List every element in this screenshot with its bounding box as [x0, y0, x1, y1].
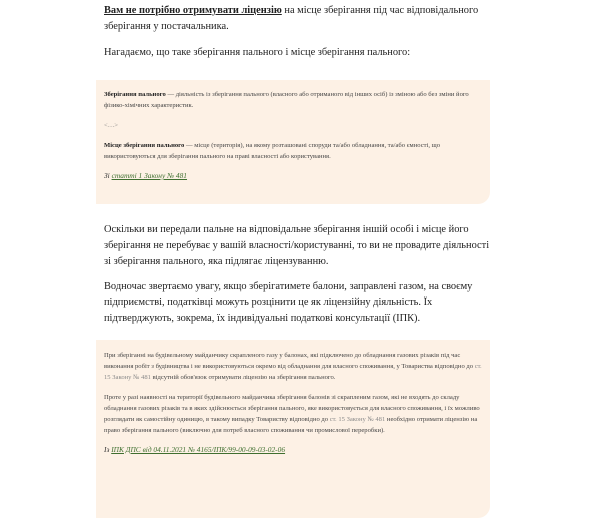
definition-quote-box	[96, 80, 490, 204]
license-not-needed-emphasis: Вам не потрібно отримувати ліцензію	[104, 5, 282, 16]
ipk-quote-paragraph-2	[104, 392, 482, 436]
intro-paragraph-2: Нагадаємо, що таке зберігання пального і місце зберігання пального:	[104, 47, 411, 58]
quote-ellipsis: <…>	[104, 122, 119, 129]
explanation-section	[104, 222, 492, 327]
definition-storage-place-text: — місце (територія), на якому розташовані споруди та/або обладнання, та/або ємності, що використовуються для зберігання пального на праві власності або користування.	[104, 142, 441, 160]
term-fuel-storage: Зберігання пального	[104, 91, 166, 98]
ipk-quote-source	[104, 444, 482, 455]
term-storage-place: Місце зберігання пального	[104, 142, 185, 149]
law-481-article-15-link[interactable]: ст. 15 Закону № 481	[104, 363, 482, 381]
quote-source-prefix: Зі	[104, 171, 112, 180]
ipk-quote-paragraph-2-a: Проте у разі наявності на території будівельного майданчика зберігання балонів зі скрапленим газом, які не входять до складу обладнання газових різаків та в яких здійснюється зберігання пального, яке використовується для власного споживання, і їх можливо розглядати як самостійну одиницю, в такому випадку Товариству відповідно до	[104, 394, 480, 423]
explanation-paragraph-1: Оскільки ви передали пальне на відповідальне зберігання іншій особі і місце його зберігання не перебуває у вашій власності/користуванні, то ви не провадите діяльності зі зберігання пального, яка підлягає ліцензуванню.	[104, 224, 490, 267]
definition-fuel-storage-text: — діяльність із зберігання пального (власного або отриманого від інших осіб) із зміною або без зміни його фізико-хімічних характеристик.	[104, 91, 469, 109]
explanation-paragraph-2: Водночас звертаємо увагу, якщо зберігатимете балони, заправлені газом, на своєму підприємстві, податківці можуть розцінити це як ліцензійну діяльність. Їх підтверджують, зокрема, їх індивідуальні податкові консультації (ІПК).	[104, 281, 473, 324]
ipk-quote-source-prefix: Із	[104, 445, 112, 454]
intro-paragraph-1-text: на місце зберігання під час відповідального зберігання у постачальника.	[104, 5, 479, 32]
ipk-quote-paragraph-1-b: відсутній обов'язок отримувати ліцензію на зберігання пального.	[150, 374, 336, 381]
ipk-quote-paragraph-2-b: необхідно отримати ліцензію на право зберігання пального (виключно для потреб власного споживання чи промислової переробки).	[104, 416, 478, 434]
ipk-quote-box	[96, 340, 490, 518]
definition-storage-place	[104, 140, 482, 162]
definition-fuel-storage	[104, 89, 482, 111]
ipk-quote-paragraph-1-a: При зберіганні на будівельному майданчику скрапленого газу у балонах, які підключено до обладнання газових різаків під час виконання робіт з будівництва і не використовуються окремо від обладнання для власного споживання, у Товариства відповідно до	[104, 352, 475, 370]
ipk-quote-paragraph-1	[104, 350, 482, 383]
law-481-article-15-link-2[interactable]: ст. 15 Закону № 481	[329, 416, 386, 423]
quote-source	[104, 170, 482, 181]
intro-paragraph-1	[104, 3, 492, 35]
law-481-article-1-link[interactable]: статті 1 Закону № 481	[111, 171, 188, 180]
intro-section	[104, 3, 492, 61]
ipk-link[interactable]: ІПК ДПС від 04.11.2021 № 4165/ІПК/99-00-09-03-02-06	[111, 445, 286, 454]
